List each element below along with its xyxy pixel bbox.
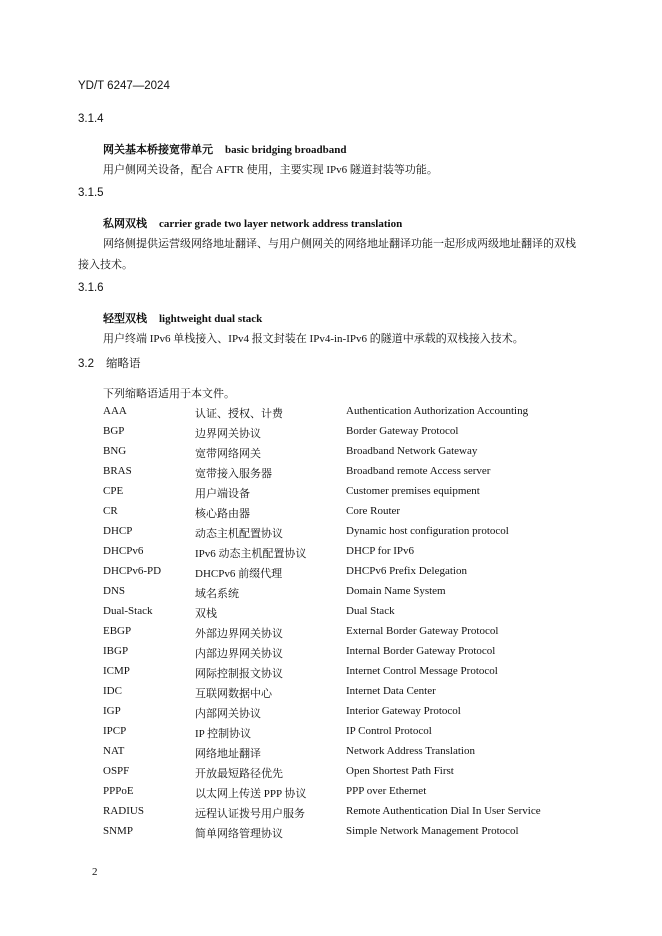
abbr-en: Domain Name System bbox=[346, 585, 446, 597]
term-zh: 网关基本桥接宽带单元 bbox=[103, 144, 213, 156]
abbr-zh: DHCPv6 前缀代理 bbox=[195, 568, 283, 580]
abbr-zh: 内部边界网关协议 bbox=[195, 648, 283, 660]
list-item bbox=[103, 725, 583, 745]
abbreviations-intro: 下列缩略语适用于本文件。 bbox=[103, 388, 235, 400]
list-item bbox=[103, 485, 583, 505]
abbr: RADIUS bbox=[103, 805, 144, 817]
abbr-en: Simple Network Management Protocol bbox=[346, 825, 519, 837]
abbr-zh: 外部边界网关协议 bbox=[195, 628, 283, 640]
list-item bbox=[103, 745, 583, 765]
term-heading bbox=[103, 310, 262, 326]
list-item bbox=[103, 785, 583, 805]
list-item bbox=[103, 585, 583, 605]
list-item bbox=[103, 625, 583, 645]
section-number: 3.2 bbox=[78, 358, 94, 370]
term-en: lightweight dual stack bbox=[159, 313, 263, 325]
abbr-en: Network Address Translation bbox=[346, 745, 475, 757]
abbr-en: Border Gateway Protocol bbox=[346, 425, 459, 437]
abbr-en: DHCPv6 Prefix Delegation bbox=[346, 565, 467, 577]
abbr: IPCP bbox=[103, 725, 127, 737]
abbr: IDC bbox=[103, 685, 122, 697]
abbr-zh: 远程认证拨号用户服务 bbox=[195, 808, 305, 820]
abbr-zh: 用户端设备 bbox=[195, 488, 250, 500]
list-item bbox=[103, 405, 583, 425]
abbr-zh: 内部网关协议 bbox=[195, 708, 261, 720]
term-zh: 私网双栈 bbox=[103, 218, 147, 230]
section-number: 3.1.6 bbox=[78, 282, 104, 294]
term-definition-cont: 接入技术。 bbox=[78, 259, 133, 271]
abbreviations-heading bbox=[78, 355, 141, 371]
standard-code: YD/T 6247—2024 bbox=[78, 80, 170, 92]
list-item bbox=[103, 565, 583, 585]
abbr-en: DHCP for IPv6 bbox=[346, 545, 415, 557]
abbr-zh: IP 控制协议 bbox=[195, 728, 252, 740]
abbr-zh: 简单网络管理协议 bbox=[195, 828, 283, 840]
abbr: SNMP bbox=[103, 825, 133, 837]
abbr: BGP bbox=[103, 425, 125, 437]
abbr-en: Authentication Authorization Accounting bbox=[346, 405, 529, 417]
abbr-en: External Border Gateway Protocol bbox=[346, 625, 499, 637]
list-item bbox=[103, 605, 583, 625]
abbr: DHCP bbox=[103, 525, 133, 537]
section-number: 3.1.5 bbox=[78, 187, 104, 199]
abbr: EBGP bbox=[103, 625, 132, 637]
abbr-en: Internet Control Message Protocol bbox=[346, 665, 498, 677]
list-item bbox=[103, 505, 583, 525]
list-item bbox=[103, 685, 583, 705]
abbr-zh: 宽带接入服务器 bbox=[195, 468, 272, 480]
term-heading bbox=[103, 215, 402, 231]
list-item bbox=[103, 825, 583, 845]
abbr-en: Dual Stack bbox=[346, 605, 395, 617]
abbr-zh: 边界网关协议 bbox=[195, 428, 261, 440]
abbr-zh: 开放最短路径优先 bbox=[195, 768, 283, 780]
term-en: carrier grade two layer network address translation bbox=[159, 218, 403, 230]
abbr: ICMP bbox=[103, 665, 130, 677]
list-item bbox=[103, 705, 583, 725]
section-title: 缩略语 bbox=[106, 358, 141, 370]
abbr-zh: 网络地址翻译 bbox=[195, 748, 261, 760]
list-item bbox=[103, 425, 583, 445]
abbr-en: IP Control Protocol bbox=[346, 725, 432, 737]
list-item bbox=[103, 805, 583, 825]
abbr: CR bbox=[103, 505, 118, 517]
abbr-zh: IPv6 动态主机配置协议 bbox=[195, 548, 307, 560]
abbr-en: Remote Authentication Dial In User Service bbox=[346, 805, 541, 817]
abbr-en: Interior Gateway Protocol bbox=[346, 705, 461, 717]
abbr-en: Dynamic host configuration protocol bbox=[346, 525, 509, 537]
term-definition: 用户侧网关设备，配合 AFTR 使用，主要实现 IPv6 隧道封装等功能。 bbox=[103, 164, 438, 176]
abbr: DHCPv6 bbox=[103, 545, 144, 557]
section-number: 3.1.4 bbox=[78, 113, 104, 125]
abbr-en: Internal Border Gateway Protocol bbox=[346, 645, 496, 657]
list-item bbox=[103, 665, 583, 685]
term-heading bbox=[103, 141, 346, 157]
abbr: Dual-Stack bbox=[103, 605, 153, 617]
list-item bbox=[103, 765, 583, 785]
abbr: CPE bbox=[103, 485, 124, 497]
abbr: OSPF bbox=[103, 765, 130, 777]
abbr: BRAS bbox=[103, 465, 132, 477]
abbr: NAT bbox=[103, 745, 125, 757]
abbr: PPPoE bbox=[103, 785, 134, 797]
abbr: DNS bbox=[103, 585, 126, 597]
abbr: IBGP bbox=[103, 645, 129, 657]
page-number: 2 bbox=[92, 866, 98, 878]
abbr: BNG bbox=[103, 445, 127, 457]
abbr-zh: 双栈 bbox=[195, 608, 217, 620]
abbr-en: Internet Data Center bbox=[346, 685, 436, 697]
abbr-zh: 认证、授权、计费 bbox=[195, 408, 283, 420]
term-definition: 用户终端 IPv6 单栈接入、IPv4 报文封装在 IPv4-in-IPv6 的隧道中承载的双栈接入技术。 bbox=[103, 333, 524, 345]
abbr-zh: 域名系统 bbox=[195, 588, 239, 600]
abbr-zh: 以太网上传送 PPP 协议 bbox=[195, 788, 307, 800]
list-item bbox=[103, 445, 583, 465]
abbr-zh: 动态主机配置协议 bbox=[195, 528, 283, 540]
term-en: basic bridging broadband bbox=[225, 144, 347, 156]
abbr-zh: 核心路由器 bbox=[195, 508, 250, 520]
abbr-en: PPP over Ethernet bbox=[346, 785, 427, 797]
list-item bbox=[103, 525, 583, 545]
abbr-en: Open Shortest Path First bbox=[346, 765, 454, 777]
abbr-zh: 互联网数据中心 bbox=[195, 688, 272, 700]
abbr-zh: 宽带网络网关 bbox=[195, 448, 261, 460]
abbr-en: Customer premises equipment bbox=[346, 485, 480, 497]
abbr-zh: 网际控制报文协议 bbox=[195, 668, 283, 680]
term-zh: 轻型双栈 bbox=[103, 313, 147, 325]
abbr: IGP bbox=[103, 705, 121, 717]
list-item bbox=[103, 645, 583, 665]
list-item bbox=[103, 545, 583, 565]
abbr: DHCPv6-PD bbox=[103, 565, 162, 577]
list-item bbox=[103, 465, 583, 485]
term-definition: 网络侧提供运营级网络地址翻译、与用户侧网关的网络地址翻译功能一起形成两级地址翻译的双栈 bbox=[103, 238, 576, 250]
abbr-en: Broadband Network Gateway bbox=[346, 445, 478, 457]
abbr-en: Broadband remote Access server bbox=[346, 465, 491, 477]
abbr: AAA bbox=[103, 405, 127, 417]
abbr-en: Core Router bbox=[346, 505, 401, 517]
